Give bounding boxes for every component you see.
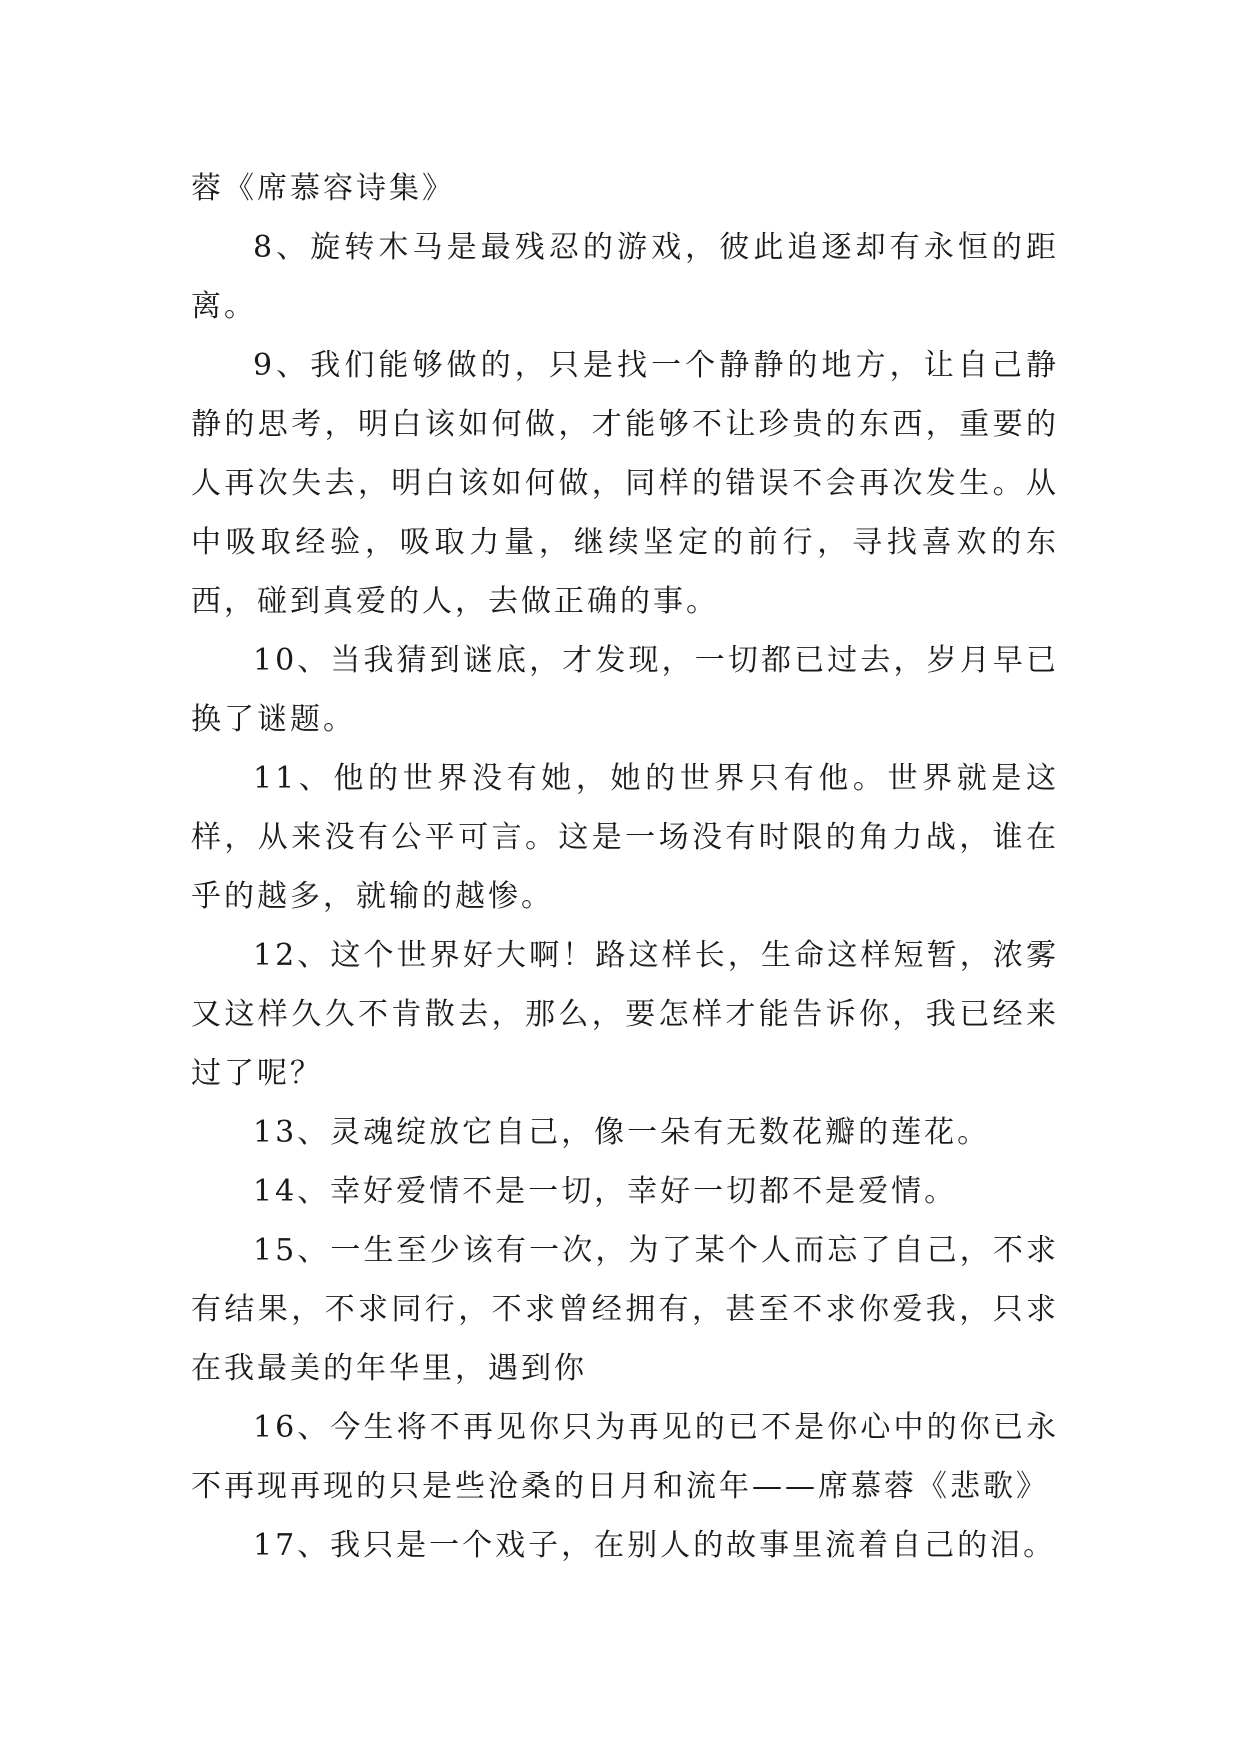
paragraph-16: 16、今生将不再见你只为再见的已不是你心中的你已永不再现再现的只是些沧桑的日月和流年——席慕蓉《悲歌》 (191, 1410, 1059, 1504)
document-body (191, 159, 1059, 1575)
paragraph-9: 9、我们能够做的，只是找一个静静的地方，让自己静静的思考，明白该如何做，才能够不让珍贵的东西，重要的人再次失去，明白该如何做，同样的错误不会再次发生。从中吸取经验，吸取力量，继续坚定的前行，寻找喜欢的东西，碰到真爱的人，去做正确的事。 (191, 348, 1059, 619)
paragraph-10: 10、当我猜到谜底，才发现，一切都已过去，岁月早已换了谜题。 (191, 643, 1059, 737)
paragraph-15: 15、一生至少该有一次，为了某个人而忘了自己，不求有结果，不求同行，不求曾经拥有，甚至不求你爱我，只求在我最美的年华里，遇到你 (191, 1233, 1059, 1386)
paragraph-8: 8、旋转木马是最残忍的游戏，彼此追逐却有永恒的距离。 (191, 230, 1059, 324)
paragraph-12: 12、这个世界好大啊！路这样长，生命这样短暂，浓雾又这样久久不肯散去，那么，要怎样才能告诉你，我已经来过了呢？ (191, 938, 1059, 1091)
paragraph-continuation: 蓉《席慕容诗集》 (191, 171, 455, 206)
paragraph-14: 14、幸好爱情不是一切，幸好一切都不是爱情。 (253, 1174, 958, 1209)
paragraph-11: 11、他的世界没有她，她的世界只有他。世界就是这样，从来没有公平可言。这是一场没有时限的角力战，谁在乎的越多，就输的越惨。 (191, 761, 1059, 914)
paragraph-13: 13、灵魂绽放它自己，像一朵有无数花瓣的莲花。 (253, 1115, 991, 1150)
paragraph-17: 17、我只是一个戏子，在别人的故事里流着自己的泪。 (253, 1528, 1057, 1563)
